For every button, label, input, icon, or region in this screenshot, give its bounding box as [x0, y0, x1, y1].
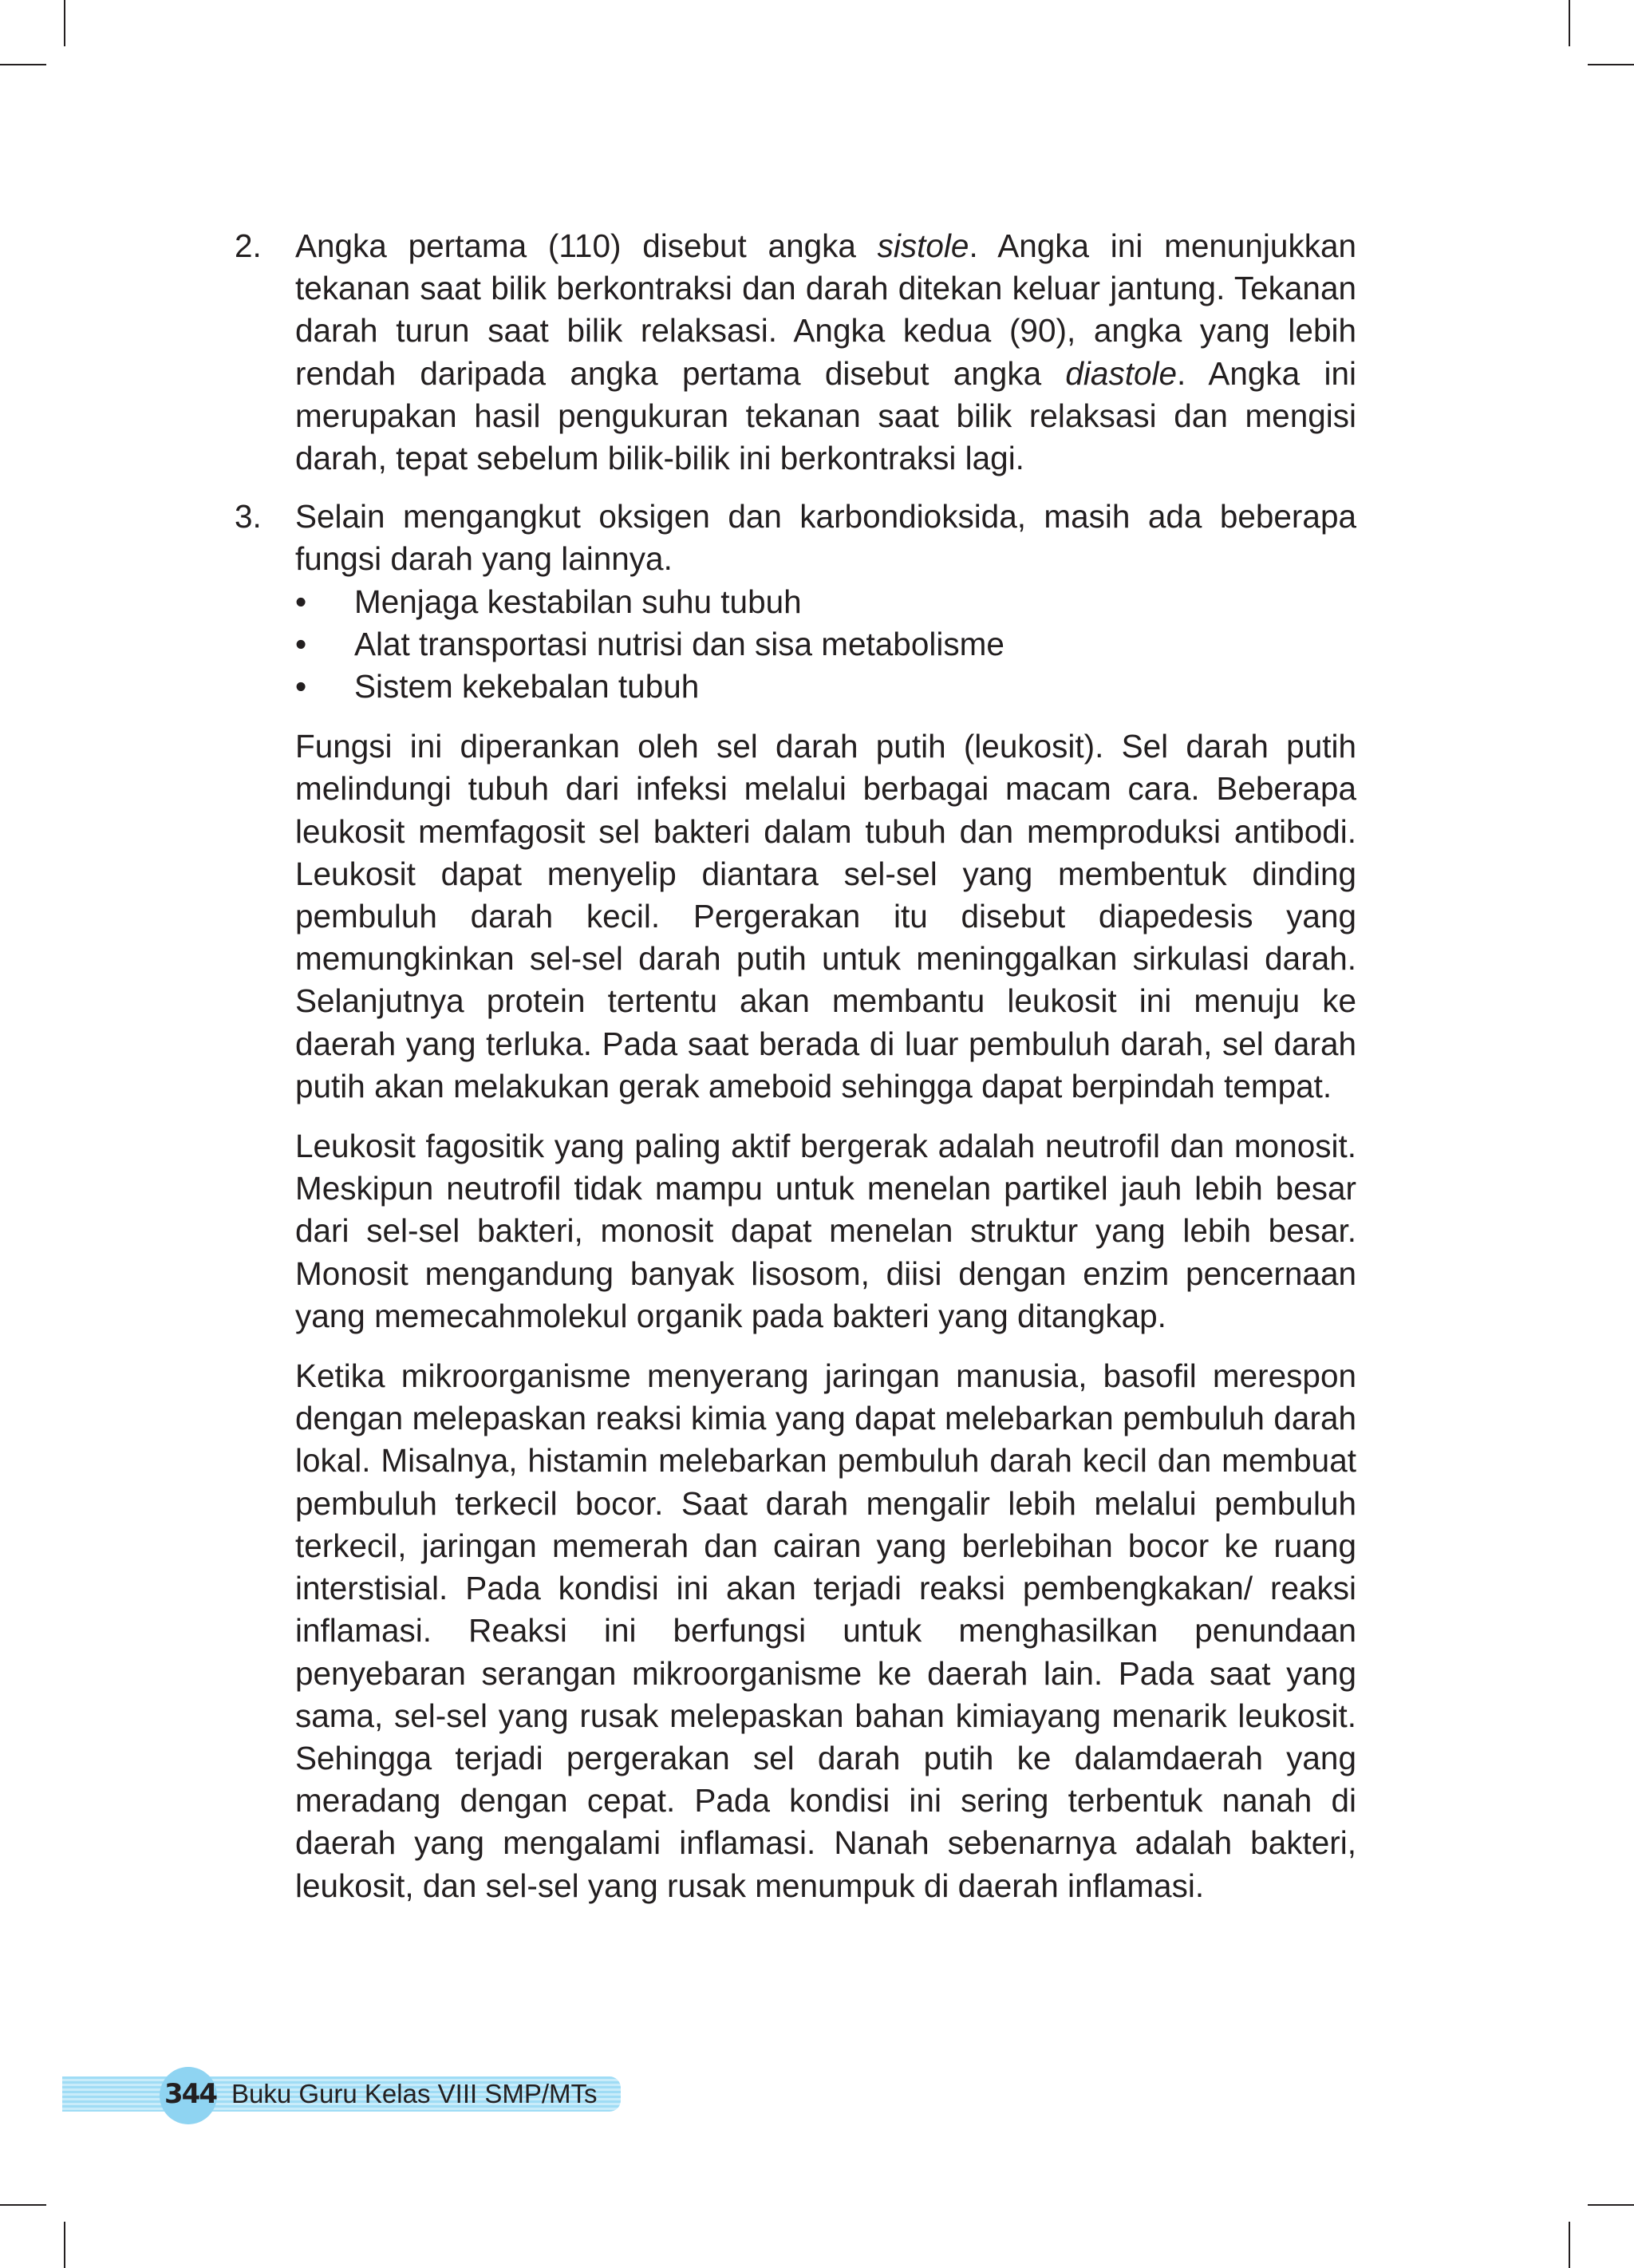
bullet-icon: •	[295, 668, 307, 705]
bullet-item	[295, 581, 1356, 623]
paragraph: Ketika mikroorganisme menyerang jaringan manusia, basofil merespon dengan melepaskan reaksi kimia yang dapat melebarkan pembuluh darah lokal. Misalnya, histamin melebarkan pembuluh darah kecil dan membuat pembuluh terkecil bocor. Saat darah mengalir lebih melalui pembuluh terkecil, jaringan memerah dan cairan yang berlebihan bocor ke ruang interstisial. Pada kondisi ini akan terjadi reaksi pembengkakan/ reaksi inflamasi. Reaksi ini berfungsi untuk menghasilkan penundaan penyebaran serangan mikroorganisme ke daerah lain. Pada saat yang sama, sel-sel yang rusak melepaskan bahan kimiayang menarik leukosit. Sehingga terjadi pergerakan sel darah putih ke dalamdaerah yang meradang dengan cepat. Pada kondisi ini sering terbentuk nanah di daerah yang mengalami inflamasi. Nanah sebenarnya adalah bakteri, leukosit, dan sel-sel yang rusak menumpuk di daerah inflamasi.	[295, 1357, 1356, 1904]
bullet-item	[295, 666, 1356, 708]
bullet-icon: •	[295, 583, 307, 620]
term-sistole: sistole	[877, 227, 969, 264]
crop-mark-top-right-horizontal	[1588, 64, 1634, 65]
bullet-icon: •	[295, 625, 307, 662]
bullet-text: Alat transportasi nutrisi dan sisa metabolisme	[354, 625, 1004, 662]
text-segment: . Angka ini merupakan hasil pengukuran tekanan saat bilik relaksasi dan mengisi darah, tepat sebelum bilik-bilik ini berkontraksi lagi.	[295, 354, 1356, 477]
crop-mark-bottom-right-vertical	[1569, 2222, 1570, 2268]
bullet-text: Menjaga kestabilan suhu tubuh	[354, 583, 802, 620]
item-intro: Selain mengangkut oksigen dan karbondioksida, masih ada beberapa fungsi darah yang lainnya.	[295, 498, 1356, 578]
crop-mark-top-right-vertical	[1569, 0, 1570, 46]
item-number: 3.	[235, 498, 262, 535]
text-segment: Angka pertama (110) disebut angka	[295, 227, 878, 264]
paragraph: Leukosit fagositik yang paling aktif bergerak adalah neutrofil dan monosit. Meskipun neutrofil tidak mampu untuk menelan partikel jauh lebih besar dari sel-sel bakteri, monosit dapat menelan struktur yang lebih besar. Monosit mengandung banyak lisosom, diisi dengan enzim pencernaan yang memecahmolekul organik pada bakteri yang ditangkap.	[295, 1128, 1356, 1334]
paragraph: Fungsi ini diperankan oleh sel darah putih (leukosit). Sel darah putih melindungi tubuh dari infeksi melalui berbagai macam cara. Beberapa leukosit memfagosit sel bakteri dalam tubuh dan memproduksi antibodi. Leukosit dapat menyelip diantara sel-sel yang membentuk dinding pembuluh darah kecil. Pergerakan itu disebut diapedesis yang memungkinkan sel-sel darah putih untuk meninggalkan sirkulasi darah. Selanjutnya protein tertentu akan membantu leukosit ini menuju ke daerah yang terluka. Pada saat berada di luar pembuluh darah, sel darah putih akan melakukan gerak ameboid sehingga dapat berpindah tempat.	[295, 728, 1356, 1104]
bullet-item	[295, 623, 1356, 666]
bullet-list	[295, 581, 1356, 709]
crop-mark-bottom-left-horizontal	[0, 2204, 46, 2206]
page-footer	[62, 2067, 621, 2124]
crop-mark-top-left-horizontal	[0, 64, 46, 65]
bullet-text: Sistem kekebalan tubuh	[354, 668, 700, 705]
text-segment: . Angka ini menunjukkan tekanan saat bilik berkontraksi dan darah ditekan keluar jantung. Tekanan darah turun saat bilik relaksasi. Angka kedua (90), angka yang lebih rendah daripada angka pertama disebut angka	[295, 227, 1356, 392]
list-item-2	[235, 225, 1356, 480]
crop-mark-top-left-vertical	[64, 0, 65, 46]
book-title: Buku Guru Kelas VIII SMP/MTs	[231, 2079, 598, 2108]
page-body	[235, 225, 1356, 1923]
item-text	[295, 225, 1356, 480]
item-number: 2.	[235, 227, 262, 264]
crop-mark-bottom-left-vertical	[64, 2222, 65, 2268]
term-diastole: diastole	[1065, 354, 1178, 392]
list-item-3	[235, 496, 1356, 1907]
page-number: 344	[164, 2078, 216, 2110]
crop-mark-bottom-right-horizontal	[1588, 2204, 1634, 2206]
